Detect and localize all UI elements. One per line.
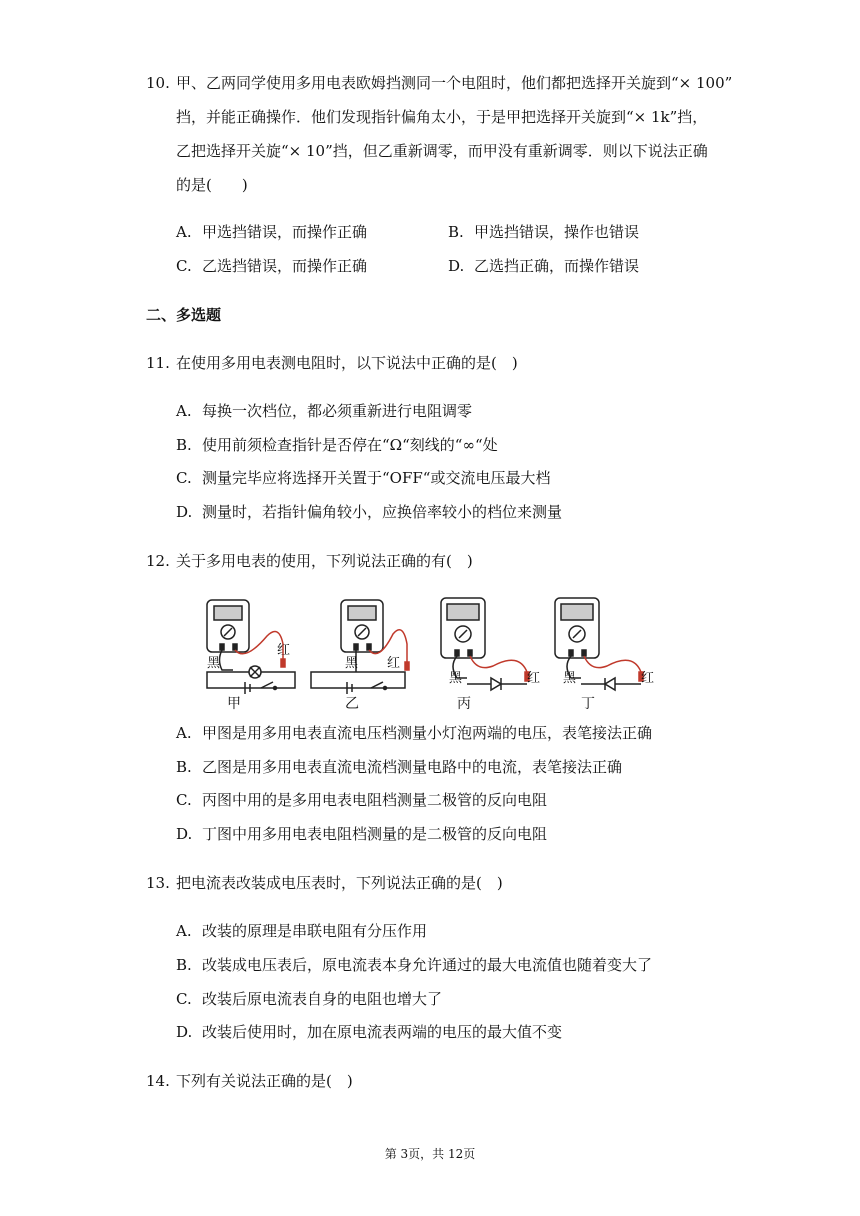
option-letter: A. bbox=[176, 922, 192, 940]
option-letter: C. bbox=[176, 990, 192, 1008]
q13-number: 13. bbox=[146, 874, 170, 892]
option-text: 甲选挡错误，而操作正确 bbox=[202, 223, 368, 241]
page-footer: 第 3页，共 12页 bbox=[384, 1147, 476, 1161]
q11-stem: 在使用多用电表测电阻时，以下说法中正确的是( ) bbox=[176, 354, 518, 372]
figure-jia-multimeter bbox=[207, 600, 249, 652]
figure-ding-red-lead bbox=[584, 656, 641, 680]
q11-option-b bbox=[176, 435, 498, 455]
option-letter: B. bbox=[176, 436, 192, 454]
figure-bing-red-label: 红 bbox=[527, 671, 541, 686]
option-text: 丙图中用的是多用电表电阻档测量二极管的反向电阻 bbox=[202, 791, 548, 809]
option-letter: D. bbox=[176, 503, 193, 521]
figure-bing-black-label: 黑 bbox=[449, 671, 463, 686]
option-letter: C. bbox=[176, 791, 192, 809]
figure-yi-circuit bbox=[311, 672, 405, 688]
q12-option-c bbox=[176, 790, 547, 810]
q11-option-a bbox=[176, 401, 472, 421]
option-letter: A. bbox=[176, 223, 192, 241]
figure-bing-multimeter bbox=[441, 598, 485, 658]
option-text: 甲选挡错误，操作也错误 bbox=[474, 223, 640, 241]
option-text: 改装成电压表后，原电流表本身允许通过的最大电流值也随着变大了 bbox=[202, 956, 653, 974]
q13-option-d bbox=[176, 1022, 562, 1042]
figure-ding-diode bbox=[605, 678, 615, 690]
option-letter: B. bbox=[176, 758, 192, 776]
figure-ding-black-label: 黑 bbox=[563, 671, 577, 686]
figure-jia-switch bbox=[261, 682, 273, 688]
q14-number: 14. bbox=[146, 1072, 170, 1090]
q13-option-b bbox=[176, 955, 652, 975]
q10-option-d bbox=[448, 256, 639, 276]
figure-yi-red-label: 红 bbox=[387, 656, 401, 671]
q13-option-c bbox=[176, 989, 442, 1009]
option-text: 乙选挡正确，而操作错误 bbox=[474, 257, 640, 275]
option-letter: D. bbox=[448, 257, 465, 275]
option-text: 甲图是用多用电表直流电压档测量小灯泡两端的电压，表笔接法正确 bbox=[202, 724, 653, 742]
option-letter: A. bbox=[176, 402, 192, 420]
option-letter: B. bbox=[448, 223, 464, 241]
q10-stem-line-3: 乙把选择开关旋“× 10”挡，但乙重新调零，而甲没有重新调零．则以下说法正确 bbox=[176, 142, 708, 160]
figure-jia-black-lead bbox=[220, 650, 234, 670]
figure-yi-multimeter bbox=[341, 600, 383, 652]
q12-stem: 关于多用电表的使用，下列说法正确的有( ) bbox=[176, 552, 473, 570]
q10-stem-line-1: 甲、乙两同学使用多用电表欧姆挡测同一个电阻时，他们都把选择开关旋到“× 100” bbox=[176, 74, 733, 92]
section-heading: 二、多选题 bbox=[146, 306, 222, 324]
q13-stem: 把电流表改装成电压表时，下列说法正确的是( ) bbox=[176, 874, 503, 892]
option-text: 使用前须检查指针是否停在“Ω“刻线的“∞“处 bbox=[202, 436, 498, 454]
figure-jia-caption: 甲 bbox=[227, 696, 241, 712]
option-text: 乙选挡错误，而操作正确 bbox=[202, 257, 368, 275]
option-text: 测量时，若指针偏角较小，应换倍率较小的档位来测量 bbox=[202, 503, 563, 521]
figure-bing-red-lead bbox=[470, 656, 527, 680]
option-text: 乙图是用多用电表直流电流档测量电路中的电流，表笔接法正确 bbox=[202, 758, 623, 776]
q10-option-a bbox=[176, 222, 367, 242]
figure-bing-diode bbox=[491, 678, 501, 690]
q12-option-d bbox=[176, 824, 547, 844]
q11-option-c bbox=[176, 468, 550, 488]
option-text: 改装后原电流表自身的电阻也增大了 bbox=[202, 990, 443, 1008]
q14-stem: 下列有关说法正确的是( ) bbox=[176, 1072, 353, 1090]
option-letter: C. bbox=[176, 469, 192, 487]
option-text: 改装后使用时，加在原电流表两端的电压的最大值不变 bbox=[202, 1023, 563, 1041]
q12-multimeter-figure bbox=[205, 596, 675, 712]
q10-stem-line-2: 挡，并能正确操作．他们发现指针偏角太小，于是甲把选择开关旋到“× 1k”挡， bbox=[176, 108, 708, 126]
option-letter: B. bbox=[176, 956, 192, 974]
q10-option-c bbox=[176, 256, 367, 276]
option-text: 测量完毕应将选择开关置于“OFF“或交流电压最大档 bbox=[202, 469, 551, 487]
q10-option-b bbox=[448, 222, 639, 242]
q11-option-d bbox=[176, 502, 562, 522]
q12-option-a bbox=[176, 723, 652, 743]
figure-yi-black-label: 黑 bbox=[345, 656, 359, 671]
q10-number: 10. bbox=[146, 74, 170, 92]
option-text: 每换一次档位，都必须重新进行电阻调零 bbox=[202, 402, 473, 420]
option-letter: D. bbox=[176, 825, 193, 843]
q10-stem-line-4: 的是( ) bbox=[176, 176, 248, 194]
option-text: 丁图中用多用电表电阻档测量的是二极管的反向电阻 bbox=[202, 825, 548, 843]
q13-option-a bbox=[176, 921, 427, 941]
q12-number: 12. bbox=[146, 552, 170, 570]
figure-jia-black-label: 黑 bbox=[207, 656, 221, 671]
option-text: 改装的原理是串联电阻有分压作用 bbox=[202, 922, 428, 940]
figure-ding-red-label: 红 bbox=[641, 671, 655, 686]
figure-yi-caption: 乙 bbox=[345, 696, 359, 712]
figure-jia-red-label: 红 bbox=[277, 643, 291, 658]
figure-ding-caption: 丁 bbox=[581, 696, 595, 712]
q11-number: 11. bbox=[146, 354, 170, 372]
q12-option-b bbox=[176, 757, 622, 777]
figure-bing-caption: 丙 bbox=[457, 696, 471, 712]
option-letter: A. bbox=[176, 724, 192, 742]
figure-yi-switch bbox=[371, 682, 383, 688]
option-letter: C. bbox=[176, 257, 192, 275]
figure-ding-multimeter bbox=[555, 598, 599, 658]
option-letter: D. bbox=[176, 1023, 193, 1041]
